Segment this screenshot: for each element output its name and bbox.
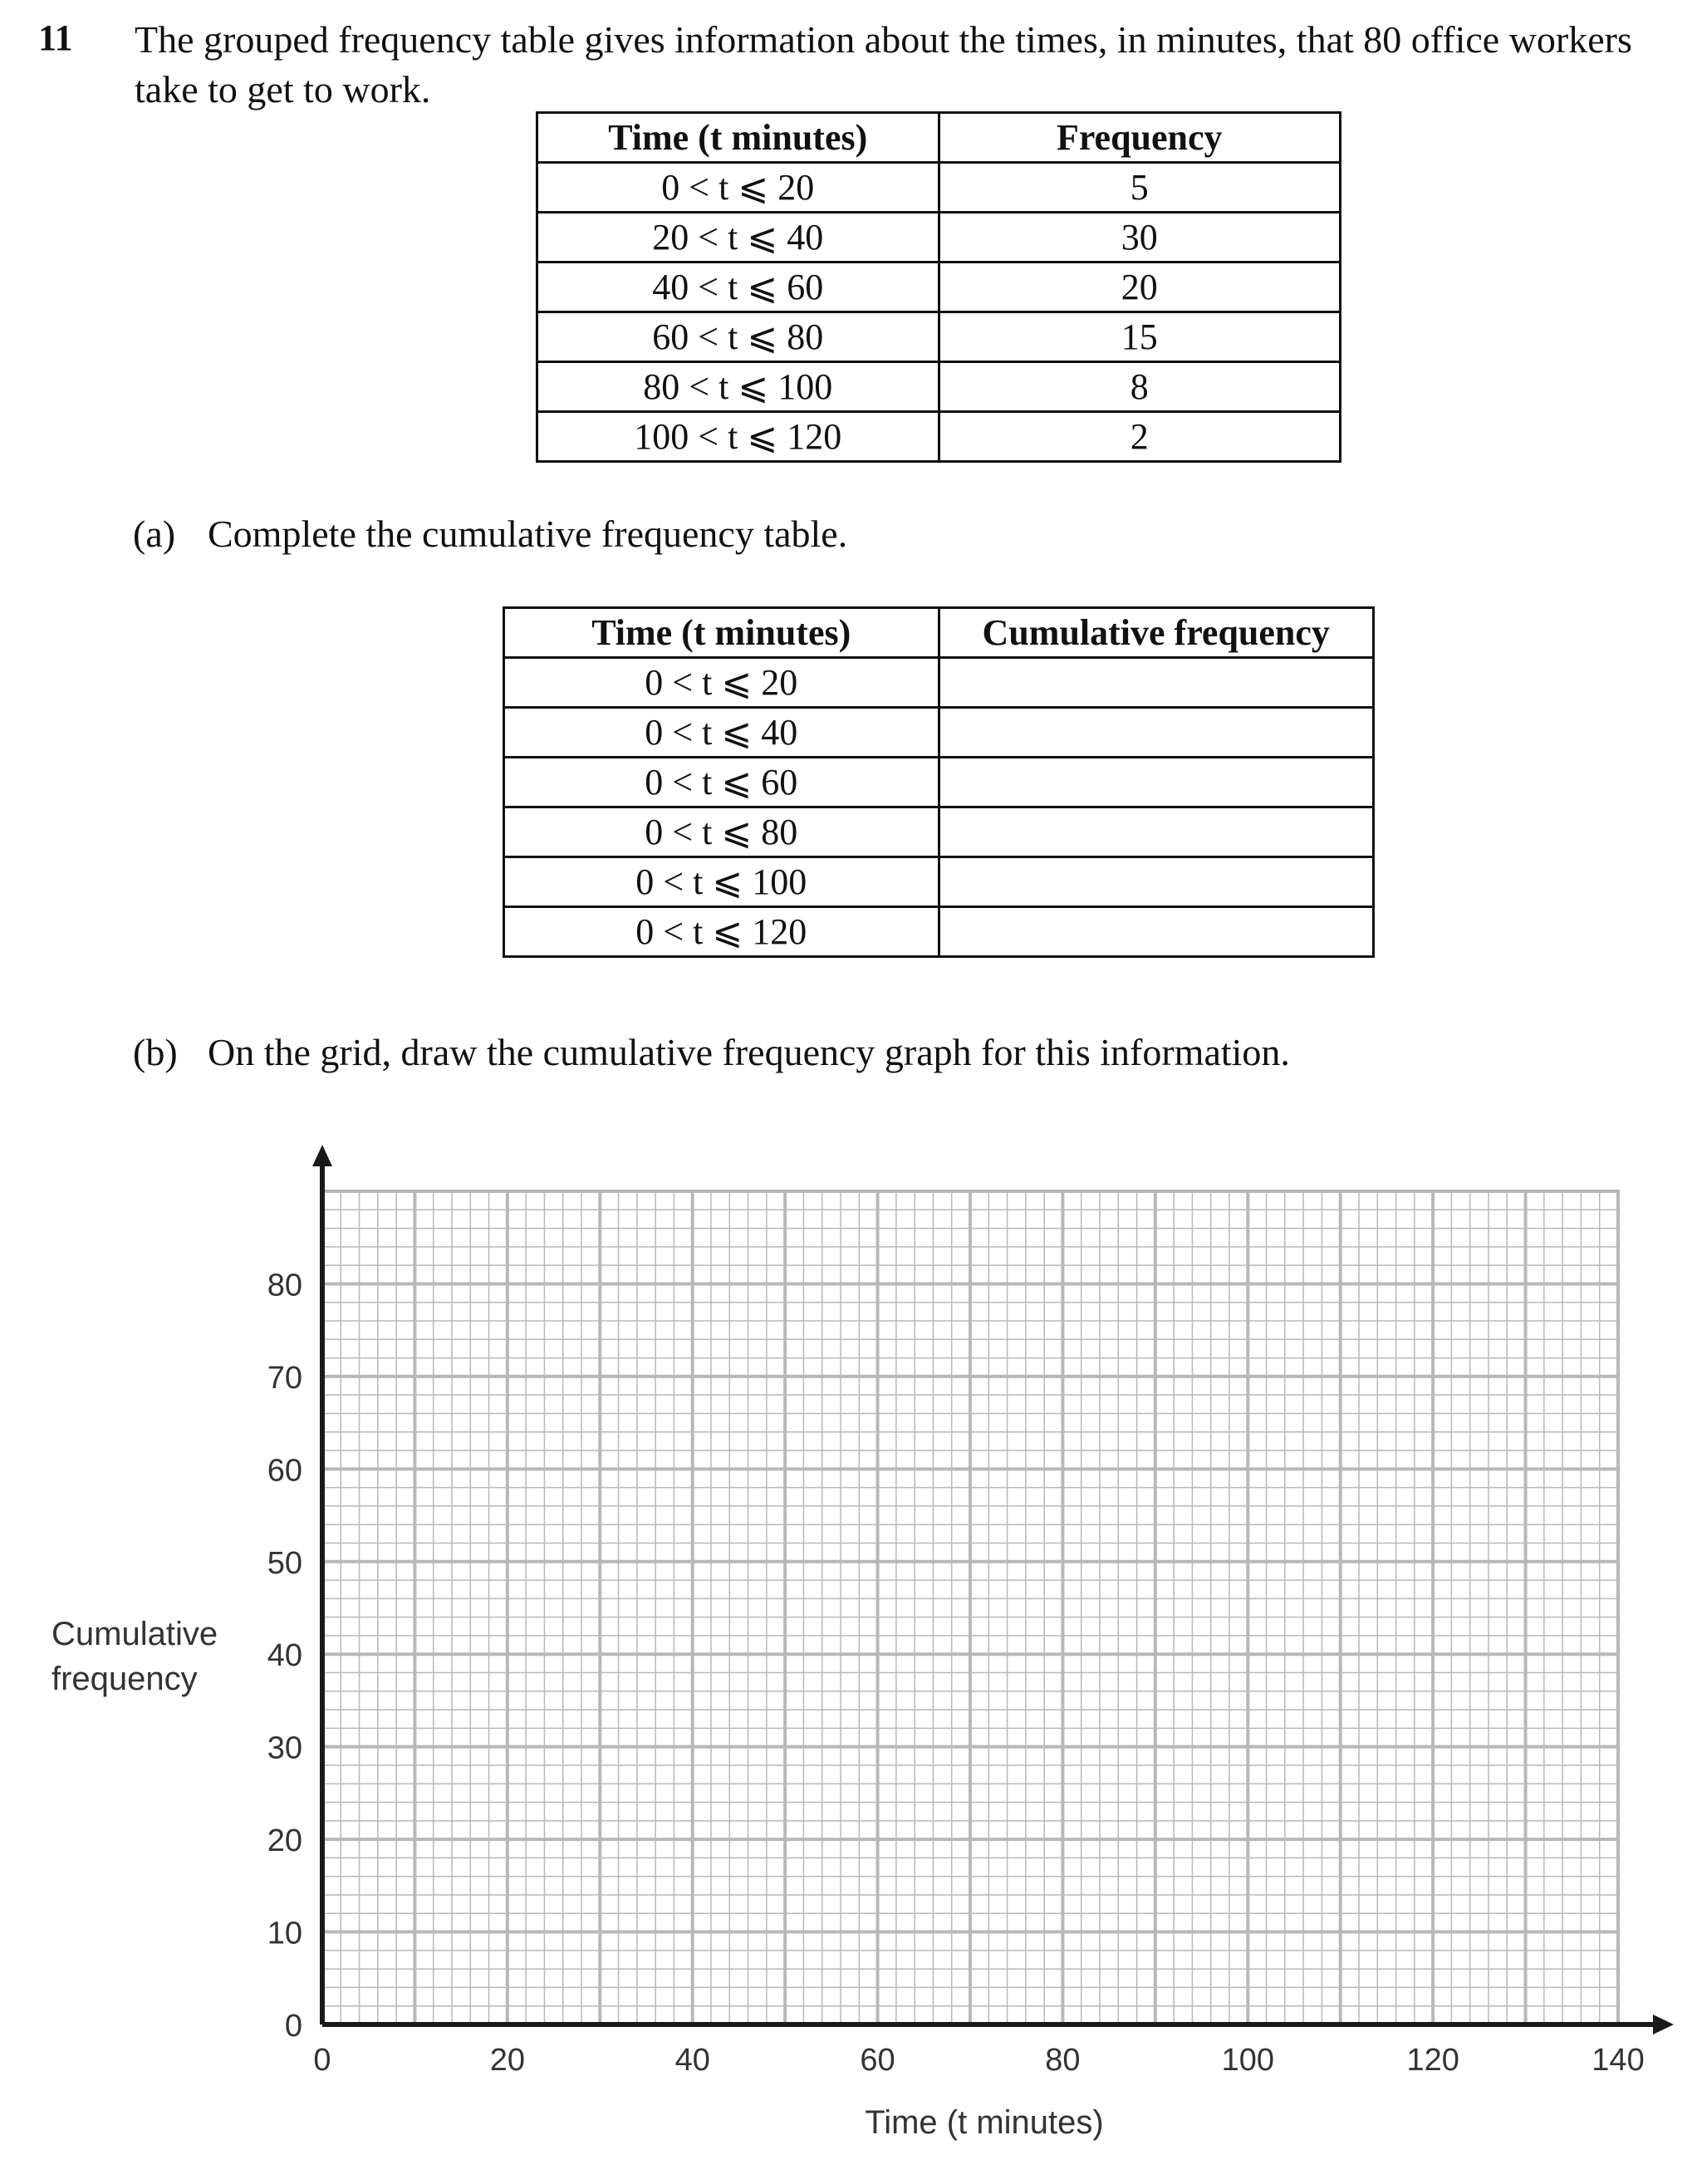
column-header-cumulative-frequency: Cumulative frequency (939, 608, 1374, 658)
y-tick-label: 60 (267, 1453, 302, 1489)
frequency-cell: 15 (939, 312, 1341, 362)
y-tick-label: 10 (267, 1916, 302, 1951)
interval-cell: 0 < t ⩽ 20 (537, 163, 939, 213)
column-header-time: Time (t minutes) (504, 608, 939, 658)
y-tick-label: 70 (267, 1360, 302, 1396)
x-tick-label: 120 (1406, 2043, 1459, 2078)
y-tick-labels (267, 1268, 302, 2044)
x-tick-label: 140 (1591, 2043, 1645, 2078)
x-axis-label: Time (t minutes) (865, 2104, 1104, 2141)
y-axis-label (51, 1616, 227, 1697)
x-tick-label: 40 (674, 2043, 710, 2078)
interval-cell: 80 < t ⩽ 100 (537, 362, 939, 412)
column-header-time: Time (t minutes) (537, 113, 939, 163)
y-axis-arrow-icon (312, 1145, 332, 1166)
interval-cell: 20 < t ⩽ 40 (537, 213, 939, 263)
grid-major-lines (322, 1191, 1620, 2024)
x-tick-labels (313, 2043, 1644, 2078)
y-tick-label: 50 (267, 1545, 302, 1581)
part-b-text: On the grid, draw the cumulative frequency graph for this information. (208, 1031, 1290, 1073)
part-b-label: (b) (133, 1031, 178, 1073)
y-tick-label: 0 (284, 2009, 302, 2044)
y-tick-label: 30 (267, 1730, 302, 1766)
x-axis-arrow-icon (1653, 2015, 1674, 2034)
x-tick-label: 20 (489, 2043, 525, 2078)
y-tick-label: 80 (267, 1268, 302, 1303)
part-a-text: Complete the cumulative frequency table. (208, 513, 848, 555)
frequency-cell: 5 (939, 163, 1341, 213)
frequency-cell: 2 (939, 412, 1341, 462)
interval-cell: 0 < t ⩽ 60 (504, 758, 939, 807)
interval-cell: 60 < t ⩽ 80 (537, 312, 939, 362)
y-tick-label: 40 (267, 1638, 302, 1674)
frequency-cell: 30 (939, 213, 1341, 263)
y-axis-label-line-2: frequency (51, 1661, 198, 1697)
interval-cell: 0 < t ⩽ 40 (504, 708, 939, 758)
x-tick-label: 0 (313, 2043, 331, 2078)
interval-cell: 100 < t ⩽ 120 (537, 412, 939, 462)
x-tick-label: 60 (860, 2043, 895, 2078)
interval-cell: 0 < t ⩽ 100 (504, 857, 939, 907)
y-axis-label-line-1: Cumulative (51, 1616, 218, 1652)
x-tick-label: 80 (1045, 2043, 1081, 2078)
question-text: The grouped frequency table gives information about the times, in minutes, that 80 office workers take to get to work. (135, 18, 1632, 110)
interval-cell: 0 < t ⩽ 120 (504, 907, 939, 957)
question-number: 11 (38, 17, 73, 58)
interval-cell: 0 < t ⩽ 80 (504, 807, 939, 857)
column-header-frequency: Frequency (939, 113, 1341, 163)
part-a-label: (a) (133, 513, 176, 555)
frequency-cell: 20 (939, 263, 1341, 312)
interval-cell: 0 < t ⩽ 20 (504, 658, 939, 708)
interval-cell: 40 < t ⩽ 60 (537, 263, 939, 312)
x-tick-label: 100 (1221, 2043, 1274, 2078)
y-tick-label: 20 (267, 1823, 302, 1859)
frequency-cell: 8 (939, 362, 1341, 412)
